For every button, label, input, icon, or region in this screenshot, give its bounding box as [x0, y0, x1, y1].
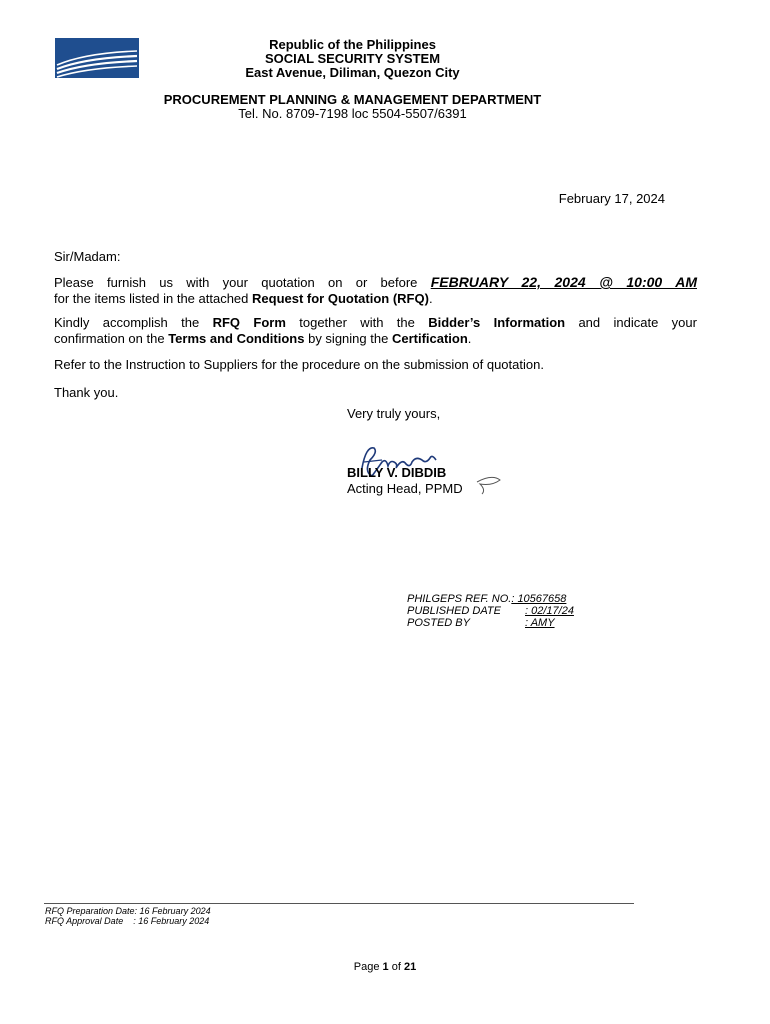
header-department: PROCUREMENT PLANNING & MANAGEMENT DEPARTMENT	[163, 92, 542, 107]
header-line-address: East Avenue, Diliman, Quezon City	[245, 65, 460, 80]
paragraph-deadline-line1	[54, 274, 697, 291]
rfq-preparation-date: RFQ Preparation Date: 16 February 2024	[45, 906, 211, 916]
para1-end: .	[428, 291, 433, 306]
page-total: 21	[403, 961, 417, 973]
para2-t4: confirmation on the	[54, 331, 165, 346]
paragraph-instructions	[54, 315, 697, 347]
para2-t3: and indicate your	[578, 315, 697, 330]
header-tel: Tel. No. 8709-7198 loc 5504-5507/6391	[238, 106, 467, 121]
footer-divider	[44, 903, 634, 904]
letter-date: February 17, 2024	[558, 191, 665, 206]
paragraph-instructions-line1	[54, 315, 697, 331]
rfq-form-label: RFQ Form	[212, 315, 286, 330]
closing: Very truly yours,	[347, 406, 441, 421]
page-label: Page	[353, 961, 380, 973]
signatory-name: BILLY V. DIBDIB	[347, 465, 447, 480]
para2-t1: Kindly accomplish the	[54, 315, 200, 330]
rfq-reference: Request for Quotation (RFQ)	[252, 291, 429, 306]
paragraph-deadline	[54, 274, 697, 307]
para1-text-b: for the items listed in the attached	[54, 291, 249, 306]
posted-by-row	[407, 617, 555, 629]
para2-t5: by signing the	[308, 331, 389, 346]
page-current: 1	[382, 961, 389, 973]
terms-and-conditions-label: Terms and Conditions	[168, 331, 305, 346]
page-number	[0, 961, 770, 973]
paragraph-refer: Refer to the Instruction to Suppliers for the procedure on the submission of quotation.	[54, 357, 544, 372]
deadline-date: FEBRUARY 22, 2024 @ 10:00 AM	[430, 274, 697, 290]
para1-text-a: Please furnish us with your quotation on or before	[54, 275, 418, 290]
certification-label: Certification	[391, 331, 468, 346]
philgeps-ref-row	[407, 593, 566, 605]
paragraph-instructions-line2	[54, 331, 697, 347]
philgeps-ref-value: : 10567658	[511, 593, 567, 605]
posted-by-label: POSTED BY	[407, 617, 470, 629]
header-line-sss: SOCIAL SECURITY SYSTEM	[264, 51, 441, 66]
para2-t2: together with the	[299, 315, 415, 330]
published-date-row	[407, 605, 574, 617]
thank-you: Thank you.	[54, 385, 119, 400]
page-of: of	[391, 961, 401, 973]
paragraph-deadline-line2	[54, 291, 697, 307]
published-date-label: PUBLISHED DATE	[407, 605, 501, 617]
rfq-approval-date: RFQ Approval Date : 16 February 2024	[45, 916, 210, 926]
philgeps-ref-label: PHILGEPS REF. NO.	[407, 593, 512, 605]
header-line-republic: Republic of the Philippines	[269, 37, 436, 52]
posted-by-value: : AMY	[525, 617, 555, 629]
salutation: Sir/Madam:	[54, 249, 121, 264]
signatory-title: Acting Head, PPMD	[347, 481, 463, 496]
bidders-information-label: Bidder’s Information	[428, 315, 566, 330]
published-date-value: : 02/17/24	[525, 605, 574, 617]
para2-end: .	[467, 331, 472, 346]
